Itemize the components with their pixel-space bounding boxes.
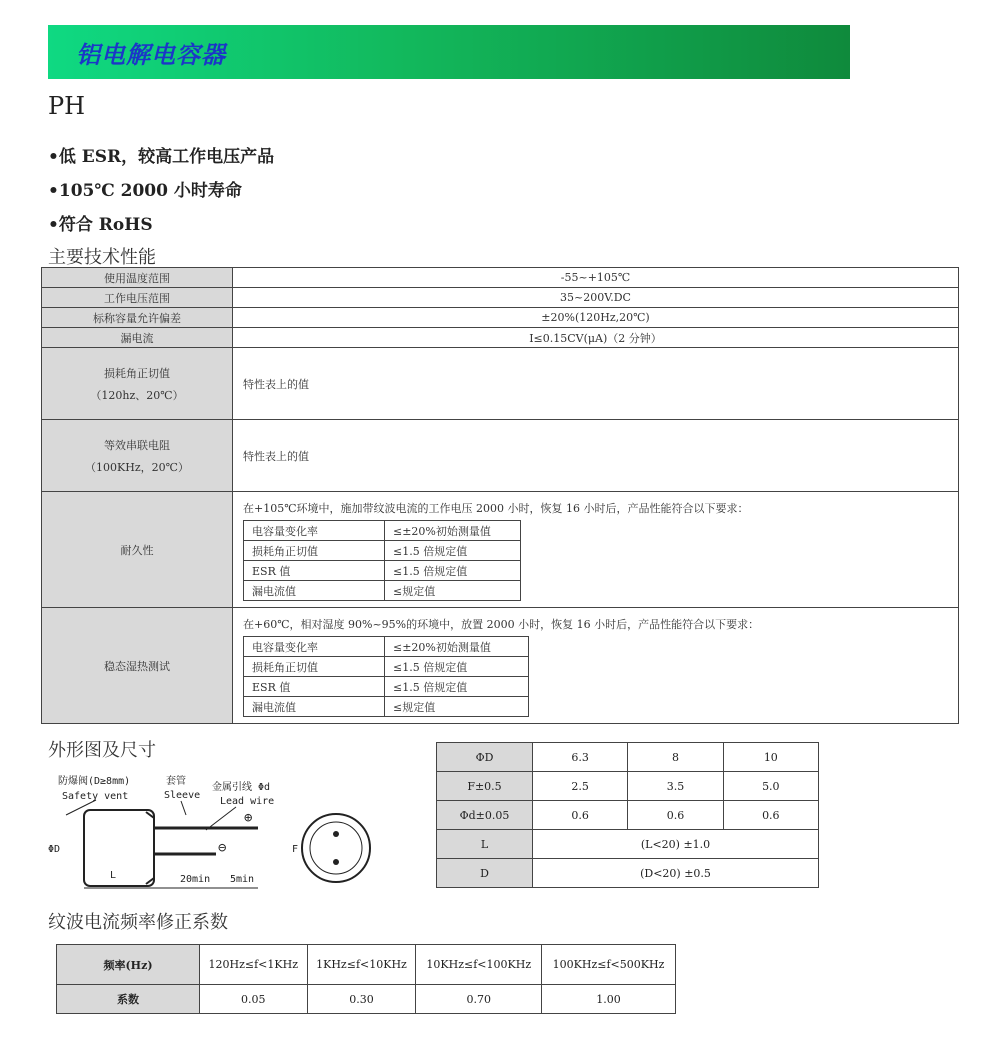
plus-icon: ⊕ — [244, 810, 253, 826]
end-view-pin — [333, 831, 339, 837]
esr-label: 等效串联电阻 — [104, 438, 170, 452]
criteria-value: ≤1.5 倍规定值 — [385, 657, 529, 677]
endurance-cell — [233, 492, 959, 608]
spec-label: 使用温度范围 — [42, 268, 233, 288]
dim-cell: 0.6 — [533, 801, 628, 830]
criteria-key: ESR 值 — [244, 677, 385, 697]
criteria-key: ESR 值 — [244, 561, 385, 581]
len5-label: 5min — [230, 874, 255, 885]
outline-heading: 外形图及尺寸 — [48, 740, 156, 761]
criteria-key: 电容量变化率 — [244, 521, 385, 541]
feature-1: •低 ESR，较高工作电压产品 — [48, 147, 275, 167]
freq-label: 频率(Hz) — [57, 945, 200, 985]
criteria-key: 电容量变化率 — [244, 637, 385, 657]
freq-cell: 100KHz≤f<500KHz — [542, 945, 676, 985]
endurance-text: 在+105℃环境中，施加带纹波电流的工作电压 2000 小时，恢复 16 小时后，产品性能符合以下要求： — [243, 502, 749, 515]
ripple-table — [56, 944, 676, 1014]
dim-cell: 0.6 — [723, 801, 818, 830]
esr-value: 特性表上的值 — [233, 420, 959, 492]
coef-cell: 0.05 — [200, 985, 308, 1014]
humidity-cell — [233, 608, 959, 724]
end-view-inner — [310, 822, 362, 874]
dim-header: 8 — [628, 743, 723, 772]
criteria-value: ≤1.5 倍规定值 — [385, 561, 521, 581]
dim-header: 10 — [723, 743, 818, 772]
end-view-pin — [333, 859, 339, 865]
humidity-label: 稳态湿热测试 — [42, 608, 233, 724]
spec-label: 标称容量允许偏差 — [42, 308, 233, 328]
lead-en-label: Lead wire — [220, 796, 275, 807]
dim-cell: 3.5 — [628, 772, 723, 801]
humidity-text: 在+60℃，相对湿度 90%~95%的环境中，放置 2000 小时，恢复 16 小时后，产品性能符合以下要求： — [243, 618, 760, 631]
df-label-cell — [42, 348, 233, 420]
freq-cell: 120Hz≤f<1KHz — [200, 945, 308, 985]
endurance-table — [243, 520, 521, 601]
criteria-key: 漏电流值 — [244, 581, 385, 601]
df-label: 损耗角正切值 — [104, 366, 170, 380]
esr-label-cell — [42, 420, 233, 492]
banner-title: 铝电解电容器 — [76, 41, 226, 69]
sleeve-label: 套管 — [166, 776, 186, 787]
coef-label: 系数 — [57, 985, 200, 1014]
model-name: PH — [48, 92, 86, 120]
capacitor-drawing — [46, 770, 386, 900]
freq-cell: 10KHz≤f<100KHz — [416, 945, 542, 985]
dim-cell: 2.5 — [533, 772, 628, 801]
criteria-key: 损耗角正切值 — [244, 541, 385, 561]
spec-value: -55~+105℃ — [233, 268, 959, 288]
dim-cell: (L<20) ±1.0 — [533, 830, 819, 859]
vent-en-label: Safety vent — [62, 791, 129, 802]
criteria-value: ≤±20%初始测量值 — [385, 637, 529, 657]
spec-value: ±20%(120Hz,20℃) — [233, 308, 959, 328]
spec-label: 工作电压范围 — [42, 288, 233, 308]
dim-cell: 5.0 — [723, 772, 818, 801]
dim-row-label: Φd±0.05 — [437, 801, 533, 830]
criteria-key: 损耗角正切值 — [244, 657, 385, 677]
df-sub: （120hz、20℃） — [90, 388, 184, 402]
dim-header: ΦD — [437, 743, 533, 772]
criteria-value: ≤1.5 倍规定值 — [385, 541, 521, 561]
criteria-value: ≤规定值 — [385, 581, 521, 601]
endurance-label: 耐久性 — [42, 492, 233, 608]
length-label: L — [110, 870, 117, 881]
title-banner — [48, 25, 850, 79]
capacitor-body — [84, 810, 154, 886]
f-label: F — [292, 844, 299, 855]
spec-label: 漏电流 — [42, 328, 233, 348]
vent-label: 防爆阀(D≥8mm) — [58, 776, 131, 787]
spec-value: 35~200V.DC — [233, 288, 959, 308]
specs-table — [41, 267, 959, 724]
ripple-heading: 纹波电流频率修正系数 — [48, 912, 228, 933]
humidity-table — [243, 636, 529, 717]
criteria-value: ≤1.5 倍规定值 — [385, 677, 529, 697]
dim-row-label: F±0.5 — [437, 772, 533, 801]
len20-label: 20min — [180, 874, 211, 885]
sleeve-leader — [181, 801, 186, 815]
esr-sub: （100KHz，20℃） — [85, 460, 189, 474]
dim-row-label: L — [437, 830, 533, 859]
criteria-value: ≤±20%初始测量值 — [385, 521, 521, 541]
freq-cell: 1KHz≤f<10KHz — [307, 945, 416, 985]
minus-icon: ⊖ — [218, 840, 227, 856]
coef-cell: 1.00 — [542, 985, 676, 1014]
feature-3: •符合 RoHS — [48, 215, 153, 235]
criteria-value: ≤规定值 — [385, 697, 529, 717]
dim-cell: 0.6 — [628, 801, 723, 830]
coef-cell: 0.70 — [416, 985, 542, 1014]
dim-header: 6.3 — [533, 743, 628, 772]
df-value: 特性表上的值 — [233, 348, 959, 420]
coef-cell: 0.30 — [307, 985, 416, 1014]
dim-row-label: D — [437, 859, 533, 888]
phiD-label: ΦD — [48, 844, 61, 855]
specs-heading: 主要技术性能 — [48, 247, 156, 268]
lead-label: 金属引线 Φd — [212, 782, 271, 793]
spec-value: I≤0.15CV(μA)（2 分钟） — [233, 328, 959, 348]
criteria-key: 漏电流值 — [244, 697, 385, 717]
sleeve-en-label: Sleeve — [164, 790, 201, 801]
dimensions-table — [436, 742, 819, 888]
feature-2: •105℃ 2000 小时寿命 — [48, 181, 242, 201]
dim-cell: (D<20) ±0.5 — [533, 859, 819, 888]
